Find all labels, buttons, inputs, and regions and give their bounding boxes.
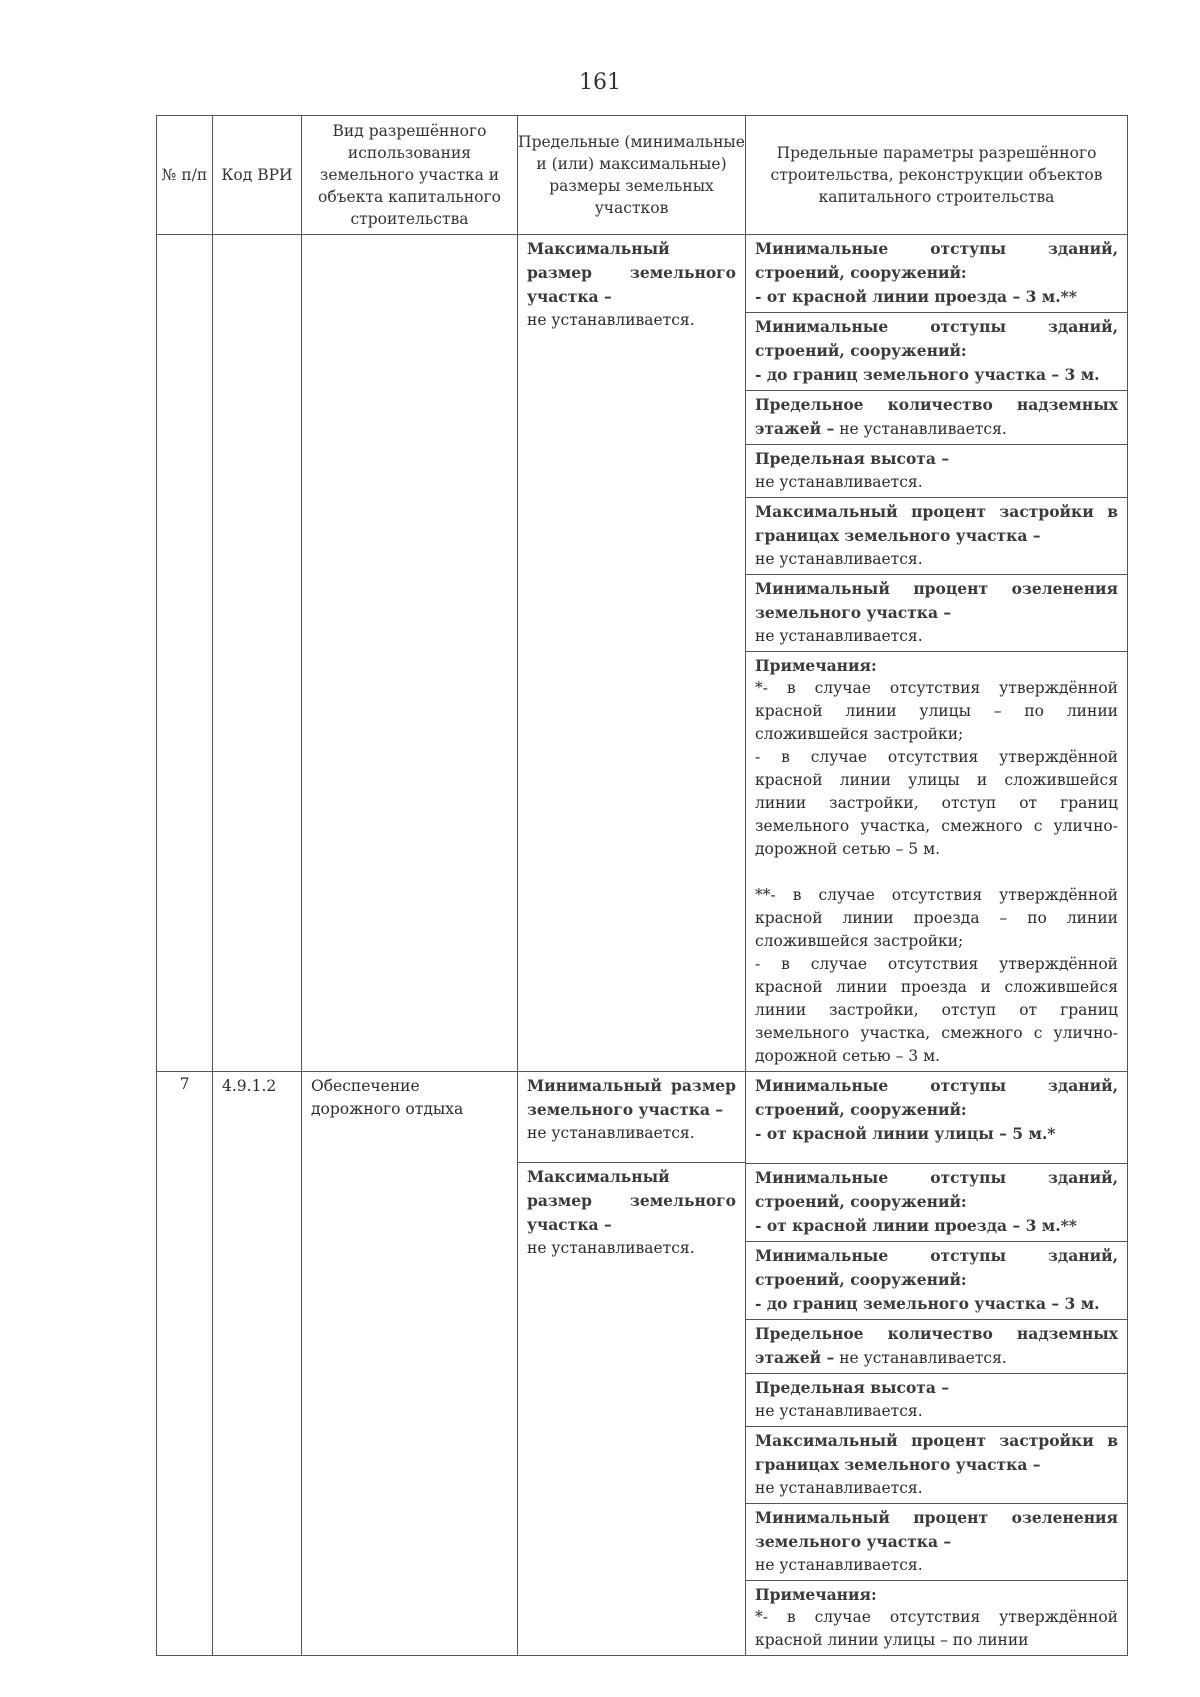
param-building-percent: Максимальный процент застройки в границах земельного участка – не устанавливается.: [746, 1427, 1127, 1504]
cell-usage-type: Обеспечение дорожного отдыха: [302, 1072, 518, 1656]
size-max-value: не устанавливается.: [527, 311, 695, 329]
param-setback-street: Минимальные отступы зданий, строений, сооружений: - от красной линии улицы – 5 м.*: [746, 1072, 1127, 1164]
note-item: - в случае отсутствия утверждённой красной линии проезда и сложившейся линии застройки, отступ от границ земельного участка, смежного с улично-дорожной сетью – 3 м.: [755, 955, 1118, 1065]
cell-code: [213, 235, 302, 1072]
table-row: [157, 235, 1128, 1072]
cell-code: 4.9.1.2: [213, 1072, 302, 1656]
cell-num: [157, 235, 213, 1072]
param-floors: Предельное количество надземных этажей – не устанавливается.: [746, 1320, 1127, 1374]
page-number: 161: [579, 70, 621, 95]
size-max: Максимальный размер земельного участка – не устанавливается.: [527, 1167, 736, 1257]
cell-plot-size: [518, 235, 746, 1072]
param-setback-plot-border: Минимальные отступы зданий, строений, сооружений: - до границ земельного участка – 3 м.: [746, 313, 1127, 391]
cell-params: [746, 1072, 1128, 1656]
header-construction-params: Предельные параметры разрешённого строительства, реконструкции объектов капитального строительства: [746, 116, 1128, 235]
note-item: *- в случае отсутствия утверждённой красной линии улицы – по линии: [755, 1608, 1118, 1649]
notes: Примечания: *- в случае отсутствия утверждённой красной линии улицы – по линии сложившейся застройки; - в случае отсутствия утверждённой красной линии улицы и сложившейся линии застройки, отступ от границ земельного участка, смежного с улично-дорожной сетью – 5 м. **- в случае отсутствия утверждённой красной линии проезда – по линии сложившейся застройки; - в случае отсутствия утверждённой красной линии проезда и сложившейся линии застройки, отступ от границ земельного участка, смежного с улично-дорожной сетью – 3 м.: [746, 652, 1127, 1071]
cell-usage-type: [302, 235, 518, 1072]
param-setback-driveway: Минимальные отступы зданий, строений, сооружений: - от красной линии проезда – 3 м.**: [746, 235, 1127, 313]
param-building-percent: Максимальный процент застройки в границах земельного участка – не устанавливается.: [746, 498, 1127, 575]
size-min: Минимальный размер земельного участка – не устанавливается.: [518, 1072, 745, 1163]
param-setback-driveway: Минимальные отступы зданий, строений, сооружений: - от красной линии проезда – 3 м.**: [746, 1164, 1127, 1242]
header-plot-sizes: Предельные (минимальные и (или) максимальные) размеры земельных участков: [518, 116, 746, 235]
param-height: Предельная высота – не устанавливается.: [746, 1374, 1127, 1427]
header-num: № п/п: [157, 116, 213, 235]
header-code: Код ВРИ: [213, 116, 302, 235]
note-item: *- в случае отсутствия утверждённой красной линии улицы – по линии сложившейся застройки;: [755, 679, 1118, 743]
param-floors: Предельное количество надземных этажей – не устанавливается.: [746, 391, 1127, 445]
note-item: **- в случае отсутствия утверждённой красной линии проезда – по линии сложившейся застройки;: [755, 886, 1118, 950]
cell-plot-size: [518, 1072, 746, 1656]
notes: Примечания: *- в случае отсутствия утверждённой красной линии улицы – по линии: [746, 1581, 1127, 1655]
size-max-title: Максимальный размер земельного участка –: [527, 239, 736, 306]
param-greening-percent: Минимальный процент озеленения земельного участка – не устанавливается.: [746, 575, 1127, 652]
table-row: [157, 1072, 1128, 1656]
cell-params: [746, 235, 1128, 1072]
cell-num: 7: [157, 1072, 213, 1656]
param-setback-plot-border: Минимальные отступы зданий, строений, сооружений: - до границ земельного участка – 3 м.: [746, 1242, 1127, 1320]
param-greening-percent: Минимальный процент озеленения земельного участка – не устанавливается.: [746, 1504, 1127, 1581]
param-height: Предельная высота – не устанавливается.: [746, 445, 1127, 498]
table-header-row: [157, 116, 1128, 235]
regulations-table: [156, 115, 1128, 1656]
header-usage-type: Вид разрешённого использования земельного участка и объекта капитального строительства: [302, 116, 518, 235]
note-item: - в случае отсутствия утверждённой красной линии улицы и сложившейся линии застройки, отступ от границ земельного участка, смежного с улично-дорожной сетью – 5 м.: [755, 748, 1118, 858]
regulations-table-sheet: [156, 115, 1124, 1649]
